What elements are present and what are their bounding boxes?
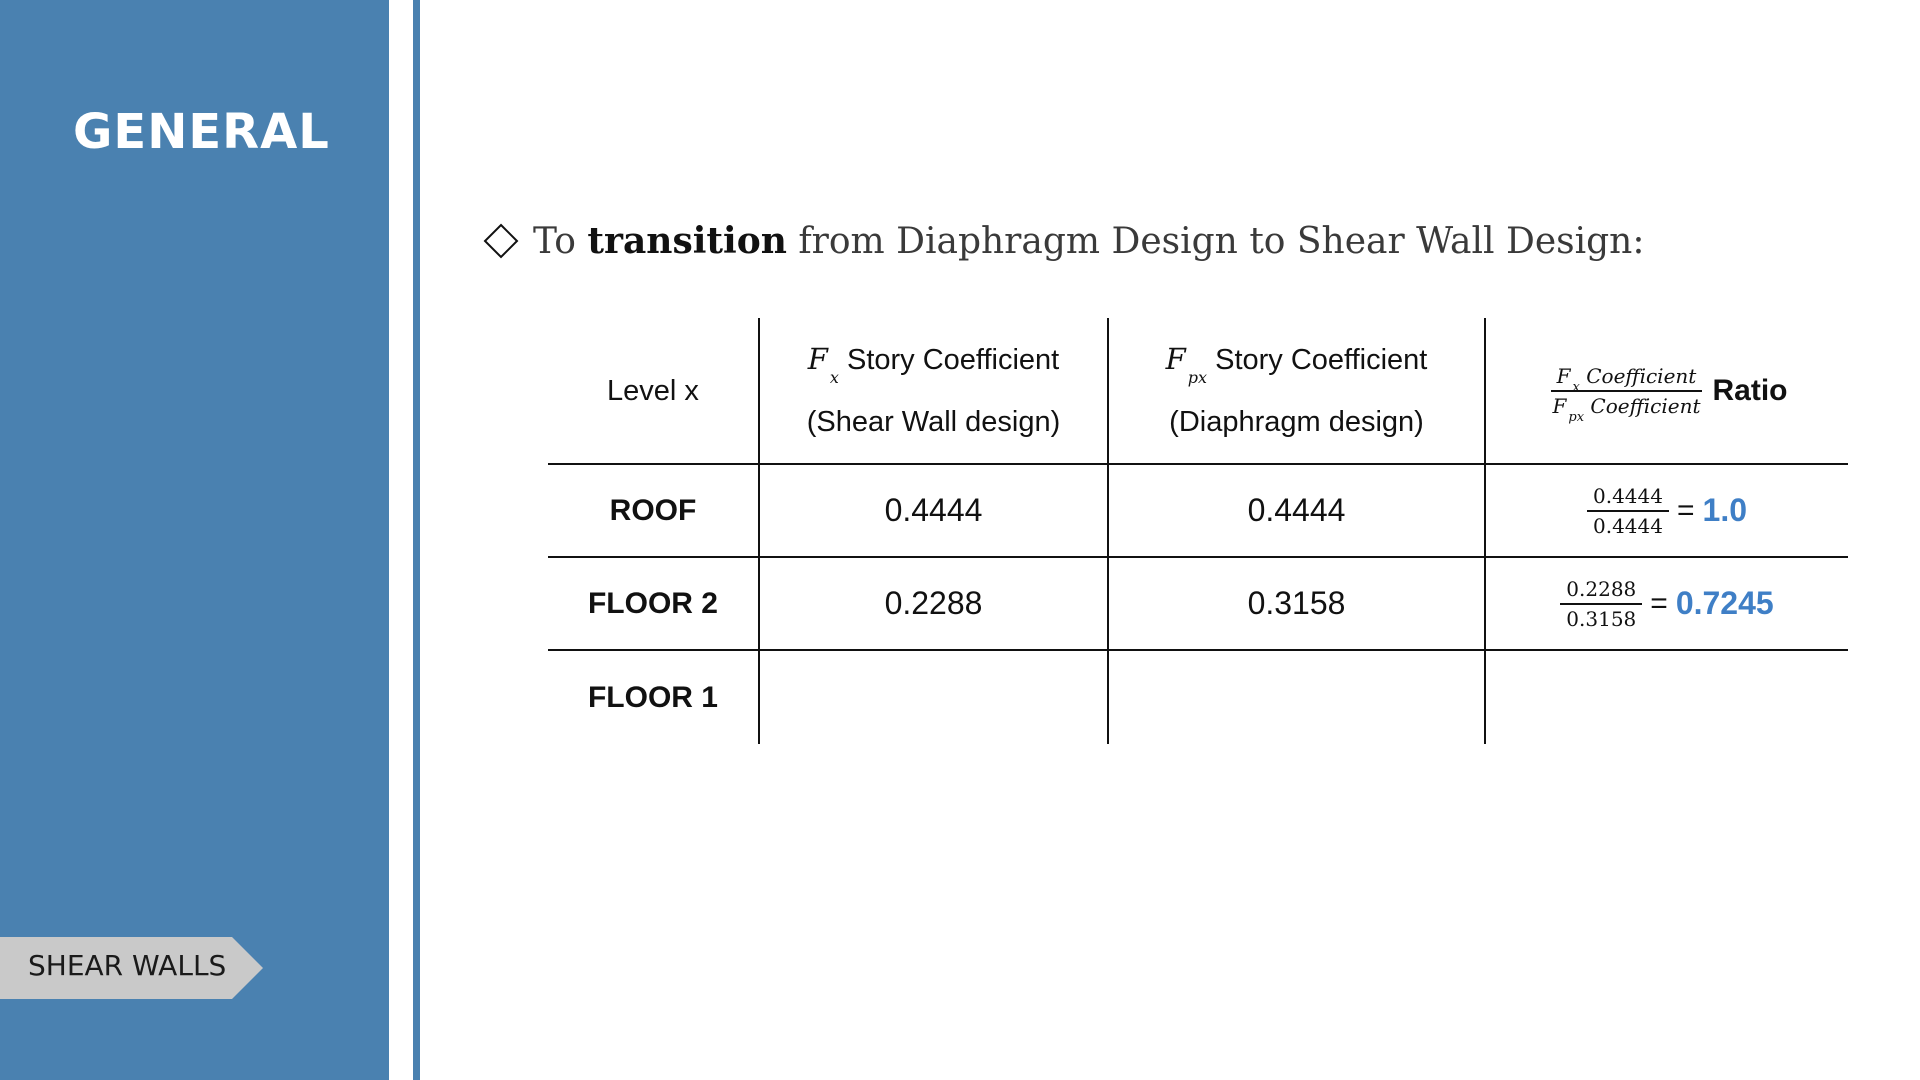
- row-fx-cell: 0.2288: [884, 585, 983, 621]
- header-level: [548, 318, 758, 463]
- bullet-statement: [483, 220, 1645, 262]
- ratio-num-text: Coefficient: [1586, 363, 1697, 388]
- ratio-num-symbol: F: [1556, 363, 1571, 388]
- row-ratio-cell: [1486, 465, 1848, 556]
- ratio-denominator: 0.4444: [1593, 513, 1663, 538]
- equals-sign: =: [1676, 493, 1695, 527]
- ratio-header-denominator: [1546, 392, 1706, 425]
- header-fpx-line1: [1166, 330, 1428, 393]
- header-fx: [760, 318, 1107, 463]
- ratio-value: 0.7245: [1675, 585, 1774, 621]
- header-fpx: [1109, 318, 1484, 463]
- ratio-den-sub: px: [1568, 409, 1585, 425]
- row-fx-cell: 0.4444: [884, 492, 983, 528]
- ratio-fraction: [1560, 577, 1642, 631]
- equals-sign: =: [1650, 586, 1668, 620]
- ratio-num-sub: x: [1572, 379, 1580, 395]
- fpx-label: Story Coefficient: [1215, 344, 1428, 376]
- ratio-fraction: [1587, 484, 1669, 538]
- ratio-header-label: Ratio: [1712, 373, 1788, 407]
- row-level-cell: FLOOR 2: [587, 586, 718, 620]
- header-fpx-line2: (Diaphragm design): [1169, 406, 1424, 438]
- header-fx-line2: (Shear Wall design): [806, 406, 1061, 438]
- coefficient-table: [548, 318, 1848, 744]
- row-ratio-cell: [1486, 558, 1848, 649]
- row-fpx-cell: [1109, 651, 1484, 744]
- ratio-numerator: 0.4444: [1587, 484, 1669, 512]
- fx-label: Story Coefficient: [846, 344, 1060, 376]
- fx-subscript: x: [829, 368, 839, 387]
- ratio-den-text: Coefficient: [1590, 393, 1701, 418]
- diamond-outline-icon: [483, 223, 519, 259]
- row-level-cell: FLOOR 1: [587, 680, 718, 714]
- fpx-subscript: px: [1187, 368, 1208, 387]
- fpx-symbol: F: [1165, 342, 1186, 376]
- ratio-header-numerator: [1551, 363, 1703, 395]
- bullet-rest: from Diaphragm Design to Shear Wall Design:: [798, 220, 1645, 262]
- header-fx-line1: [808, 330, 1059, 393]
- header-ratio: [1486, 318, 1848, 463]
- row-ratio-cell: [1486, 651, 1848, 744]
- tag-label: SHEAR WALLS: [28, 949, 227, 982]
- bullet-prefix: To: [533, 220, 576, 262]
- row-fx-cell: [760, 651, 1107, 744]
- row-fpx-cell: 0.3158: [1247, 585, 1346, 621]
- ratio-value: 1.0: [1702, 492, 1747, 528]
- row-level-cell: ROOF: [609, 493, 697, 527]
- section-tab-shear-walls[interactable]: [0, 937, 263, 999]
- ratio-denominator: 0.3158: [1566, 606, 1637, 631]
- divider-bar: [413, 0, 420, 1080]
- ratio-numerator: 0.2288: [1560, 577, 1642, 605]
- ratio-den-symbol: F: [1552, 393, 1567, 418]
- sidebar: [0, 0, 389, 1080]
- ratio-header-fraction: [1546, 363, 1706, 425]
- row-fpx-cell: 0.4444: [1247, 492, 1346, 528]
- bullet-bold-word: transition: [587, 220, 787, 262]
- fx-symbol: F: [807, 342, 828, 376]
- section-title: GENERAL: [73, 104, 330, 160]
- header-level-label: Level x: [607, 374, 699, 407]
